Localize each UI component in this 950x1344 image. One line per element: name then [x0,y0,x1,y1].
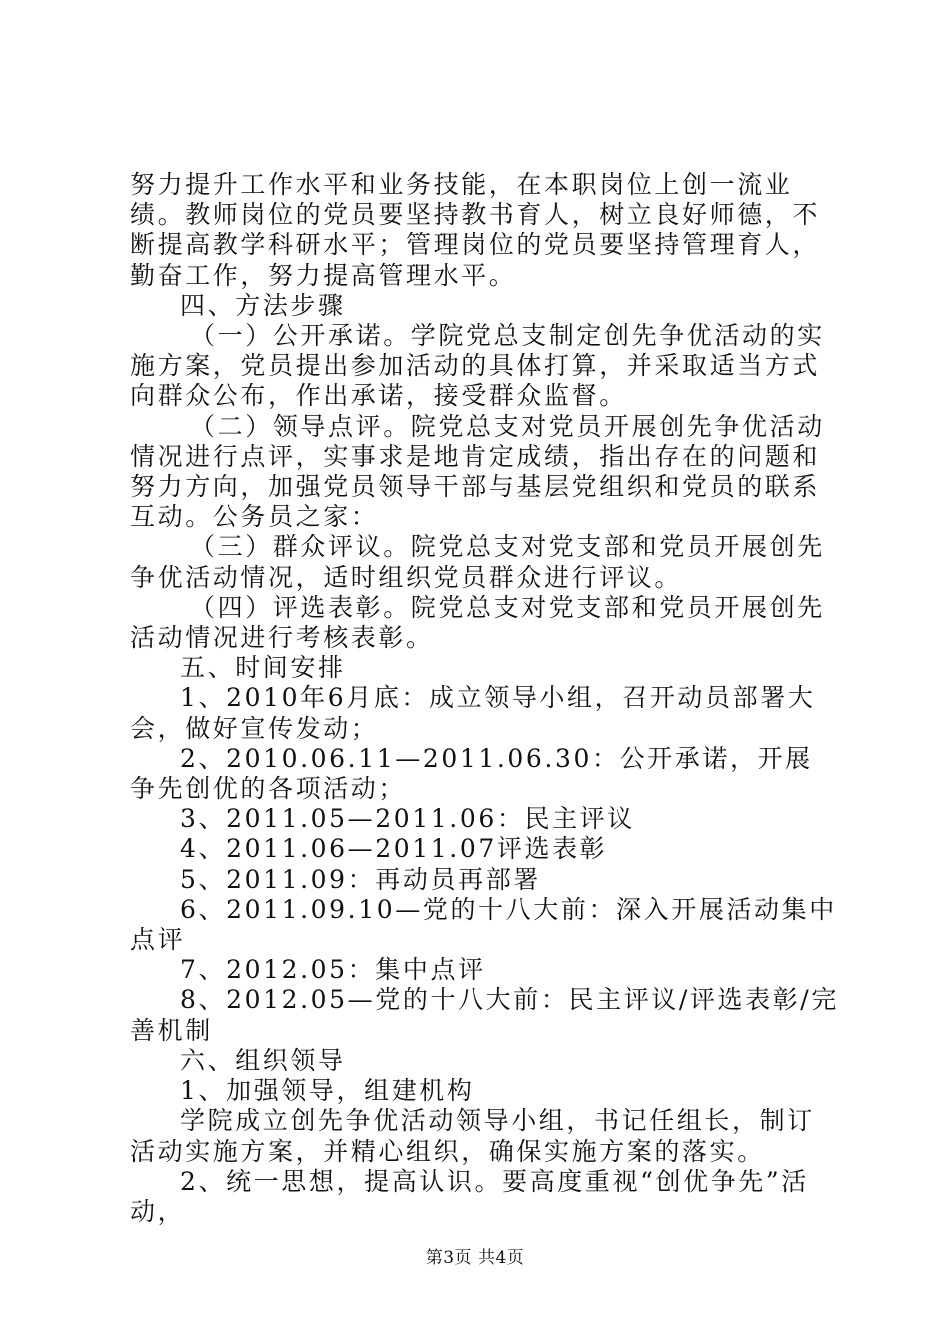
schedule-item: 6、2011.09.10—党的十八大前：深入开展活动集中点评 [130,894,837,955]
paragraph: 学院成立创先争优活动领导小组，书记任组长，制订活动实施方案，并精心组织，确保实施方案的落实。 [130,1106,815,1166]
subheading: 1、加强领导，组建机构 [180,1076,475,1106]
schedule-item: 7、2012.05：集中点评 [180,955,486,985]
section-heading-methods: 四、方法步骤 [180,290,346,320]
schedule-item: 5、2011.09：再动员再部署 [180,864,541,894]
paragraph: （三）群众评议。院党总支对党支部和党员开展创先争优活动情况，适时组织党员群众进行评议。 [130,532,825,592]
schedule-item: 4、2011.06—2011.07评选表彰 [180,834,608,864]
paragraph: 努力提升工作水平和业务技能，在本职岗位上创一流业绩。教师岗位的党员要坚持教书育人，树立良好师德，不断提高教学科研水平；管理岗位的党员要坚持管理育人，勤奋工作，努力提高管理水平。 [130,170,821,290]
paragraph: （四）评选表彰。院党总支对党支部和党员开展创先活动情况进行考核表彰。 [130,592,825,653]
schedule-item: 3、2011.05—2011.06：民主评议 [180,804,635,834]
schedule-item: 8、2012.05—党的十八大前：民主评议/评选表彰/完善机制 [130,985,839,1045]
paragraph: （一）公开承诺。学院党总支制定创先争优活动的实施方案，党员提出参加活动的具体打算，并采取适当方式向群众公布，作出承诺，接受群众监督。 [130,321,825,411]
document-body [130,170,840,1227]
paragraph: （二）领导点评。院党总支对党员开展创先争优活动情况进行点评，实事求是地肯定成绩，指出存在的问题和努力方向，加强党员领导干部与基层党组织和党员的联系互动。公务员之家： [130,411,825,532]
section-heading-schedule: 五、时间安排 [180,653,346,683]
section-heading-organization: 六、组织领导 [180,1045,346,1075]
paragraph: 2、统一思想，提高认识。要高度重视“创优争先”活动， [130,1166,809,1226]
page-footer: 第3页 共4页 [425,1248,525,1268]
schedule-item: 2、2010.06.11—2011.06.30：公开承诺，开展争先创优的各项活动； [130,743,813,804]
schedule-item: 1、2010年6月底：成立领导小组，召开动员部署大会，做好宣传发动； [130,683,816,743]
